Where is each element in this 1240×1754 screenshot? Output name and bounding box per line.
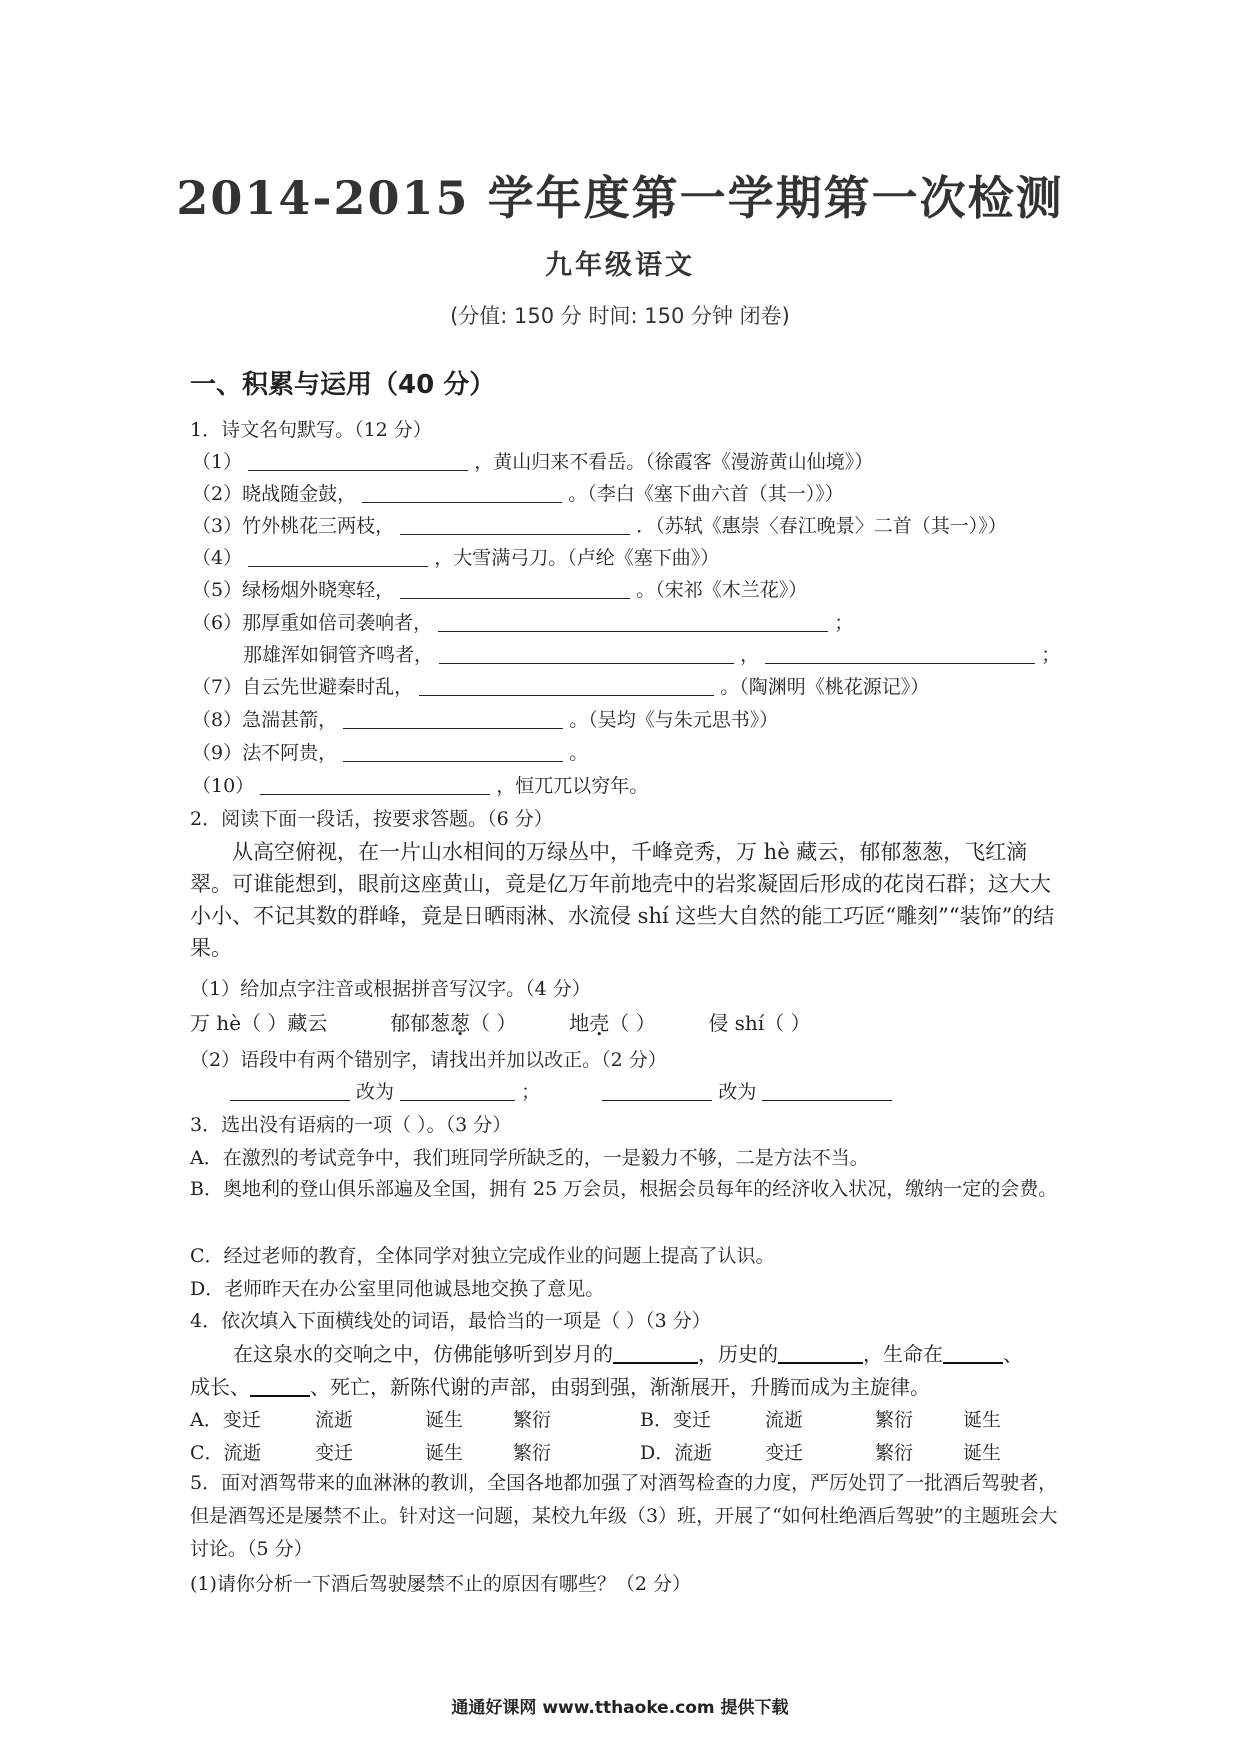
item-text: ，恒兀兀以穷年。	[496, 775, 649, 797]
q1-item-6b	[243, 643, 1060, 667]
q1-item-8	[192, 708, 778, 732]
answer-blank[interactable]	[778, 1344, 863, 1364]
answer-blank[interactable]	[419, 675, 714, 696]
item-text: 那雄浑如铜管齐鸣者，	[243, 644, 434, 666]
answer-blank[interactable]	[400, 578, 630, 599]
answer-blank[interactable]	[438, 611, 828, 632]
q1-item-7	[192, 675, 929, 699]
exam-subtitle: 九年级语文	[545, 250, 695, 281]
q4-option-b: B．变迁 流逝 繁衍 诞生	[640, 1409, 1002, 1431]
answer-blank[interactable]	[248, 546, 428, 567]
q1-item-4	[192, 546, 719, 570]
item-text: ，	[740, 644, 760, 666]
q1-title: 1．诗文名句默写。（12 分）	[190, 419, 432, 441]
item-text: （7）自云先世避秦时乱，	[192, 676, 414, 698]
option-b: 郁郁葱葱（ ）	[390, 1011, 517, 1035]
q3-option-c: C．经过老师的教育，全体同学对独立完成作业的问题上提高了认识。	[190, 1245, 775, 1267]
q4-passage-line1: 在这泉水的交响之中，仿佛能够听到岁月的 ，历史的 ，生命在 、	[233, 1342, 1023, 1366]
dotted-char: 葱	[450, 1011, 471, 1035]
q4-option-c: C．流逝 变迁 诞生 繁衍	[190, 1442, 552, 1464]
answer-blank[interactable]	[343, 741, 563, 762]
item-text: ；	[834, 612, 854, 634]
separator: ；	[521, 1081, 541, 1103]
q3-option-b: B．奥地利的登山俱乐部遍及全国，拥有 25 万会员，根据会员每年的经济收入状况，缴纳一定的会费。	[190, 1178, 1058, 1200]
q4-title: 4．依次填入下面横线处的词语，最恰当的一项是（ ）（3 分）	[190, 1310, 711, 1332]
q2-correction-row	[230, 1080, 892, 1104]
item-text: 。（宋祁《木兰花》）	[636, 579, 808, 601]
q1-item-2	[192, 482, 844, 506]
q4-option-a: A．变迁 流逝 诞生 繁衍	[190, 1409, 552, 1431]
item-text: （3）竹外桃花三两枝，	[192, 515, 395, 537]
q1-item-9	[192, 741, 588, 765]
q5-sub1: (1)请你分析一下酒后驾驶屡禁不止的原因有哪些？（2 分）	[190, 1573, 692, 1595]
answer-blank[interactable]	[250, 1377, 310, 1397]
answer-blank[interactable]	[230, 1080, 350, 1101]
dotted-char: 壳	[589, 1011, 610, 1035]
q1-item-6a	[192, 611, 853, 635]
footer-source: 通通好课网 www.tthaoke.com 提供下载	[451, 1698, 789, 1718]
answer-blank[interactable]	[943, 1344, 1003, 1364]
q2-options-row	[190, 1011, 811, 1035]
item-text: （8）急湍甚箭，	[192, 709, 338, 731]
q4-option-d: D．流逝 变迁 繁衍 诞生	[640, 1442, 1002, 1464]
item-text: 。	[569, 742, 589, 764]
item-number: （10）	[192, 775, 255, 797]
answer-blank[interactable]	[439, 643, 734, 664]
item-text: （6）那厚重如倍司袭响者，	[192, 612, 433, 634]
item-text: 。（李白《塞下曲六首（其一）》）	[568, 483, 844, 505]
item-text: ，大雪满弓刀。（卢纶《塞下曲》）	[434, 547, 720, 569]
exam-meta: (分值: 150 分 时间: 150 分钟 闭卷)	[450, 304, 790, 328]
option-c: 地壳（ ）	[569, 1011, 656, 1035]
q3-title: 3．选出没有语病的一项（ ）。（3 分）	[190, 1114, 512, 1136]
q2-title: 2．阅读下面一段话，按要求答题。（6 分）	[190, 808, 553, 830]
item-text: ，黄山归来不看岳。（徐霞客《漫游黄山仙境》）	[474, 451, 874, 473]
item-number: （4）	[192, 547, 243, 569]
label-change-to: 改为	[718, 1081, 757, 1103]
q2-passage: 从高空俯视，在一片山水相间的万绿丛中，千峰竞秀，万 hè 藏云，郁郁葱葱，飞红滴翠。可谁能想到，眼前这座黄山，竟是亿万年前地壳中的岩浆凝固后形成的花岗石群；这大大小小、不记其数的群峰，竟是日晒雨淋、水流侵 shí 这些大自然的能工巧匠“雕刻”“装饰”的结果。	[190, 840, 1055, 960]
q3-option-d: D．老师昨天在办公室里同他诚恳地交换了意见。	[190, 1278, 605, 1300]
item-text: （2）晓战随金鼓，	[192, 483, 357, 505]
item-text: 。（吴均《与朱元思书》）	[569, 709, 779, 731]
q1-item-5	[192, 578, 807, 602]
answer-blank[interactable]	[343, 708, 563, 729]
item-text: （9）法不阿贵，	[192, 742, 338, 764]
q1-item-10	[192, 774, 648, 798]
q1-item-1	[192, 450, 873, 474]
answer-blank[interactable]	[765, 643, 1035, 664]
answer-blank[interactable]	[362, 482, 562, 503]
answer-blank[interactable]	[613, 1344, 698, 1364]
option-d: 侵 shí（ ）	[708, 1011, 811, 1035]
answer-blank[interactable]	[248, 450, 468, 471]
q4-passage-line2: 成长、 、死亡，新陈代谢的声部，由弱到强，渐渐展开，升腾而成为主旋律。	[190, 1375, 930, 1399]
option-a: 万 hè（ ）藏云	[190, 1011, 328, 1035]
q3-option-a: A．在激烈的考试竞争中，我们班同学所缺乏的，一是毅力不够，二是方法不当。	[190, 1147, 869, 1169]
item-text: ．（苏轼《惠崇〈春江晚景〉二首（其一）》）	[636, 515, 1007, 537]
q5-title: 5．面对酒驾带来的血淋淋的教训，全国各地都加强了对酒驾检查的力度，严厉处罚了一批酒后驾驶者，但是酒驾还是屡禁不止。针对这一问题，某校九年级（3）班，开展了“如何杜绝酒后驾驶”的主题班会大讨论。（5 分）	[190, 1472, 1058, 1560]
item-text: （5）绿杨烟外晓寒轻，	[192, 579, 395, 601]
label-change-to: 改为	[356, 1081, 395, 1103]
q2-sub2: （2）语段中有两个错别字，请找出并加以改正。（2 分）	[190, 1049, 667, 1071]
item-number: （1）	[192, 451, 243, 473]
answer-blank[interactable]	[762, 1080, 892, 1101]
exam-title: 2014-2015 学年度第一学期第一次检测	[176, 171, 1064, 225]
q2-sub1: （1）给加点字注音或根据拼音写汉字。（4 分）	[190, 978, 591, 1000]
item-text: 。（陶渊明《桃花源记》）	[720, 676, 930, 698]
item-text: ；	[1041, 644, 1061, 666]
answer-blank[interactable]	[400, 514, 630, 535]
q1-item-3	[192, 514, 1007, 538]
answer-blank[interactable]	[400, 1080, 515, 1101]
answer-blank[interactable]	[602, 1080, 712, 1101]
answer-blank[interactable]	[260, 774, 490, 795]
section-heading: 一、积累与运用（40 分）	[190, 370, 496, 400]
